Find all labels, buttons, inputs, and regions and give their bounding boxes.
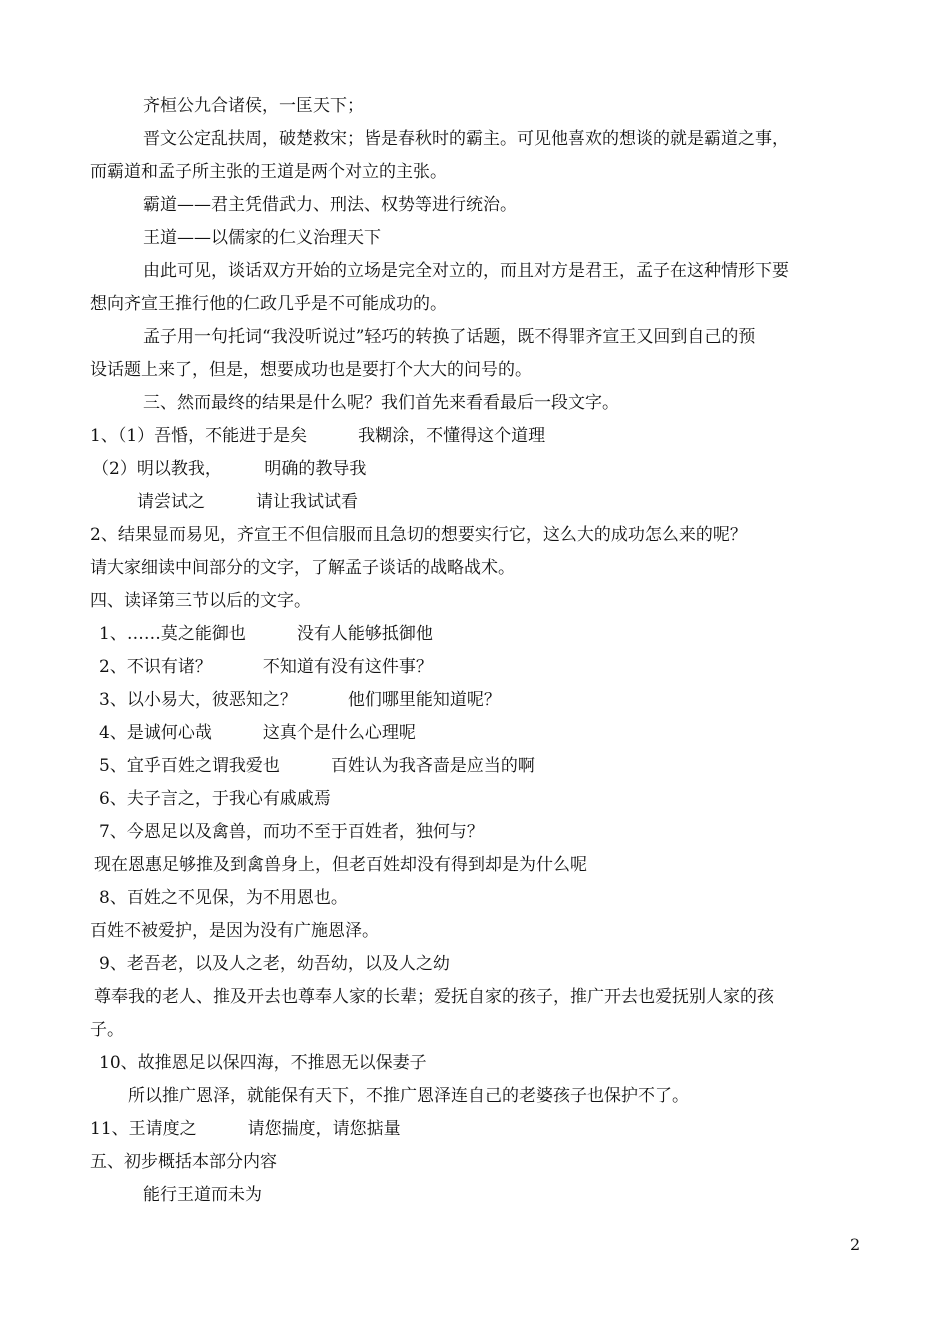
list-item: 4、是诚何心哉 这真个是什么心理呢 bbox=[99, 723, 416, 743]
section-heading: 四、读译第三节以后的文字。 bbox=[90, 591, 311, 611]
list-item: 10、故推恩足以保四海，不推恩无以保妻子 bbox=[99, 1053, 427, 1073]
list-item: 7、今恩足以及禽兽，而功不至于百姓者，独何与？ bbox=[99, 822, 484, 842]
text-line: 百姓不被爱护，是因为没有广施恩泽。 bbox=[90, 921, 379, 941]
text-line: 晋文公定乱扶周，破楚救宋；皆是春秋时的霸主。可见他喜欢的想谈的就是霸道之事， bbox=[143, 129, 789, 149]
list-item: 8、百姓之不见保，为不用恩也。 bbox=[99, 888, 348, 908]
text-line: 齐桓公九合诸侯，一匡天下； bbox=[143, 96, 364, 116]
section-heading: 五、初步概括本部分内容 bbox=[90, 1152, 277, 1172]
text-line: 能行王道而未为 bbox=[143, 1185, 262, 1205]
list-item: 6、夫子言之，于我心有戚戚焉 bbox=[99, 789, 331, 809]
list-item: 5、宜乎百姓之谓我爱也 百姓认为我吝啬是应当的啊 bbox=[99, 756, 535, 776]
list-item: 请尝试之 请让我试试看 bbox=[137, 492, 358, 512]
text-line: 由此可见，谈话双方开始的立场是完全对立的，而且对方是君王，孟子在这种情形下要 bbox=[143, 261, 789, 281]
list-item: 2、不识有诸？ 不知道有没有这件事？ bbox=[99, 657, 433, 677]
text-line: 所以推广恩泽，就能保有天下，不推广恩泽连自己的老婆孩子也保护不了。 bbox=[128, 1086, 689, 1106]
text-line: 想向齐宣王推行他的仁政几乎是不可能成功的。 bbox=[90, 294, 447, 314]
text-line: 孟子用一句托词“我没听说过”轻巧的转换了话题，既不得罪齐宣王又回到自己的预 bbox=[143, 327, 756, 347]
list-item: 9、老吾老，以及人之老，幼吾幼，以及人之幼 bbox=[99, 954, 450, 974]
text-line: 而霸道和孟子所主张的王道是两个对立的主张。 bbox=[90, 162, 447, 182]
list-item: 1、（1）吾惛，不能进于是矣 我糊涂，不懂得这个道理 bbox=[90, 426, 546, 446]
page-number: 2 bbox=[850, 1235, 861, 1254]
text-line: 现在恩惠足够推及到禽兽身上，但老百姓却没有得到却是为什么呢 bbox=[94, 855, 587, 875]
list-item: 3、以小易大，彼恶知之？ 他们哪里能知道呢？ bbox=[99, 690, 501, 710]
text-line: 子。 bbox=[90, 1020, 124, 1040]
text-line: 霸道——君主凭借武力、刑法、权势等进行统治。 bbox=[143, 195, 517, 215]
text-line: 设话题上来了，但是，想要成功也是要打个大大的问号的。 bbox=[90, 360, 532, 380]
text-line: 王道——以儒家的仁义治理天下 bbox=[143, 228, 381, 248]
list-item: 11、王请度之 请您揣度，请您掂量 bbox=[90, 1119, 401, 1139]
list-item: 1、……莫之能御也 没有人能够抵御他 bbox=[99, 624, 433, 644]
section-heading: 三、然而最终的结果是什么呢？我们首先来看看最后一段文字。 bbox=[143, 393, 619, 413]
text-line: 尊奉我的老人、推及开去也尊奉人家的长辈；爱抚自家的孩子，推广开去也爱抚别人家的孩 bbox=[94, 987, 774, 1007]
list-item: （2）明以教我， 明确的教导我 bbox=[92, 459, 367, 479]
list-item: 2、结果显而易见，齐宣王不但信服而且急切的想要实行它，这么大的成功怎么来的呢？ bbox=[90, 525, 747, 545]
text-line: 请大家细读中间部分的文字，了解孟子谈话的战略战术。 bbox=[90, 558, 515, 578]
